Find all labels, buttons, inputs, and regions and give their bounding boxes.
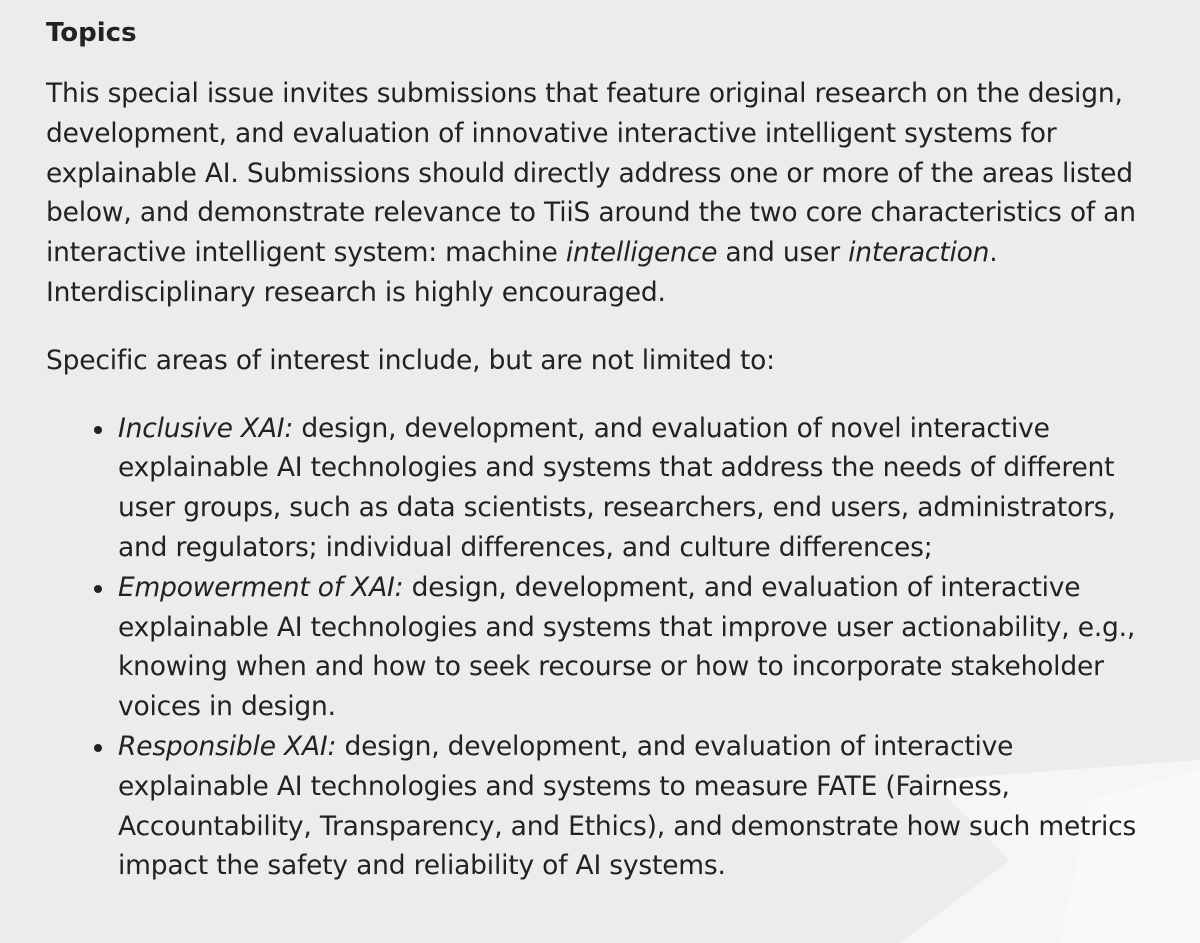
topic-description: design, development, and evaluation of interactive explainable AI technologies and systems that improve user actionability, e.g., knowing when and how to seek recourse or how to incorporate stakeholder voices in design.: [118, 571, 1136, 723]
areas-intro-paragraph: Specific areas of interest include, but are not limited to:: [46, 344, 775, 376]
intro-paragraph: [46, 74, 1146, 313]
intro-text-3: . Interdisciplinary research is highly encouraged.: [46, 237, 998, 308]
intro-emphasis-interaction: interaction: [848, 237, 990, 269]
topic-label: Inclusive XAI:: [118, 412, 294, 444]
topic-label: Empowerment of XAI:: [118, 571, 404, 603]
intro-text-1: This special issue invites submissions that feature original research on the design, development, and evaluation of innovative interactive intelligent systems for explainable AI. Submissions should directly address one or more of the areas listed below, and demonstrate relevance to TiiS around the two core characteristics of an interactive intelligent system: machine: [46, 78, 1136, 269]
topic-list: [46, 409, 1146, 887]
topic-description: design, development, and evaluation of interactive explainable AI technologies and systems to measure FATE (Fairness, Accountability, Transparency, and Ethics), and demonstrate how such metrics impact the safety and reliability of AI systems.: [118, 730, 1137, 882]
intro-emphasis-intelligence: intelligence: [565, 237, 718, 269]
topic-description: design, development, and evaluation of novel interactive explainable AI technologies and systems that address the needs of different user groups, such as data scientists, researchers, end users, administrators, and regulators; individual differences, and culture differences;: [118, 412, 1116, 563]
list-item: [118, 409, 1146, 568]
section-heading: Topics: [46, 18, 137, 48]
list-item: [118, 568, 1146, 727]
intro-text-2: and user: [717, 237, 849, 269]
topic-label: Responsible XAI:: [118, 730, 337, 762]
list-item: [118, 727, 1146, 886]
